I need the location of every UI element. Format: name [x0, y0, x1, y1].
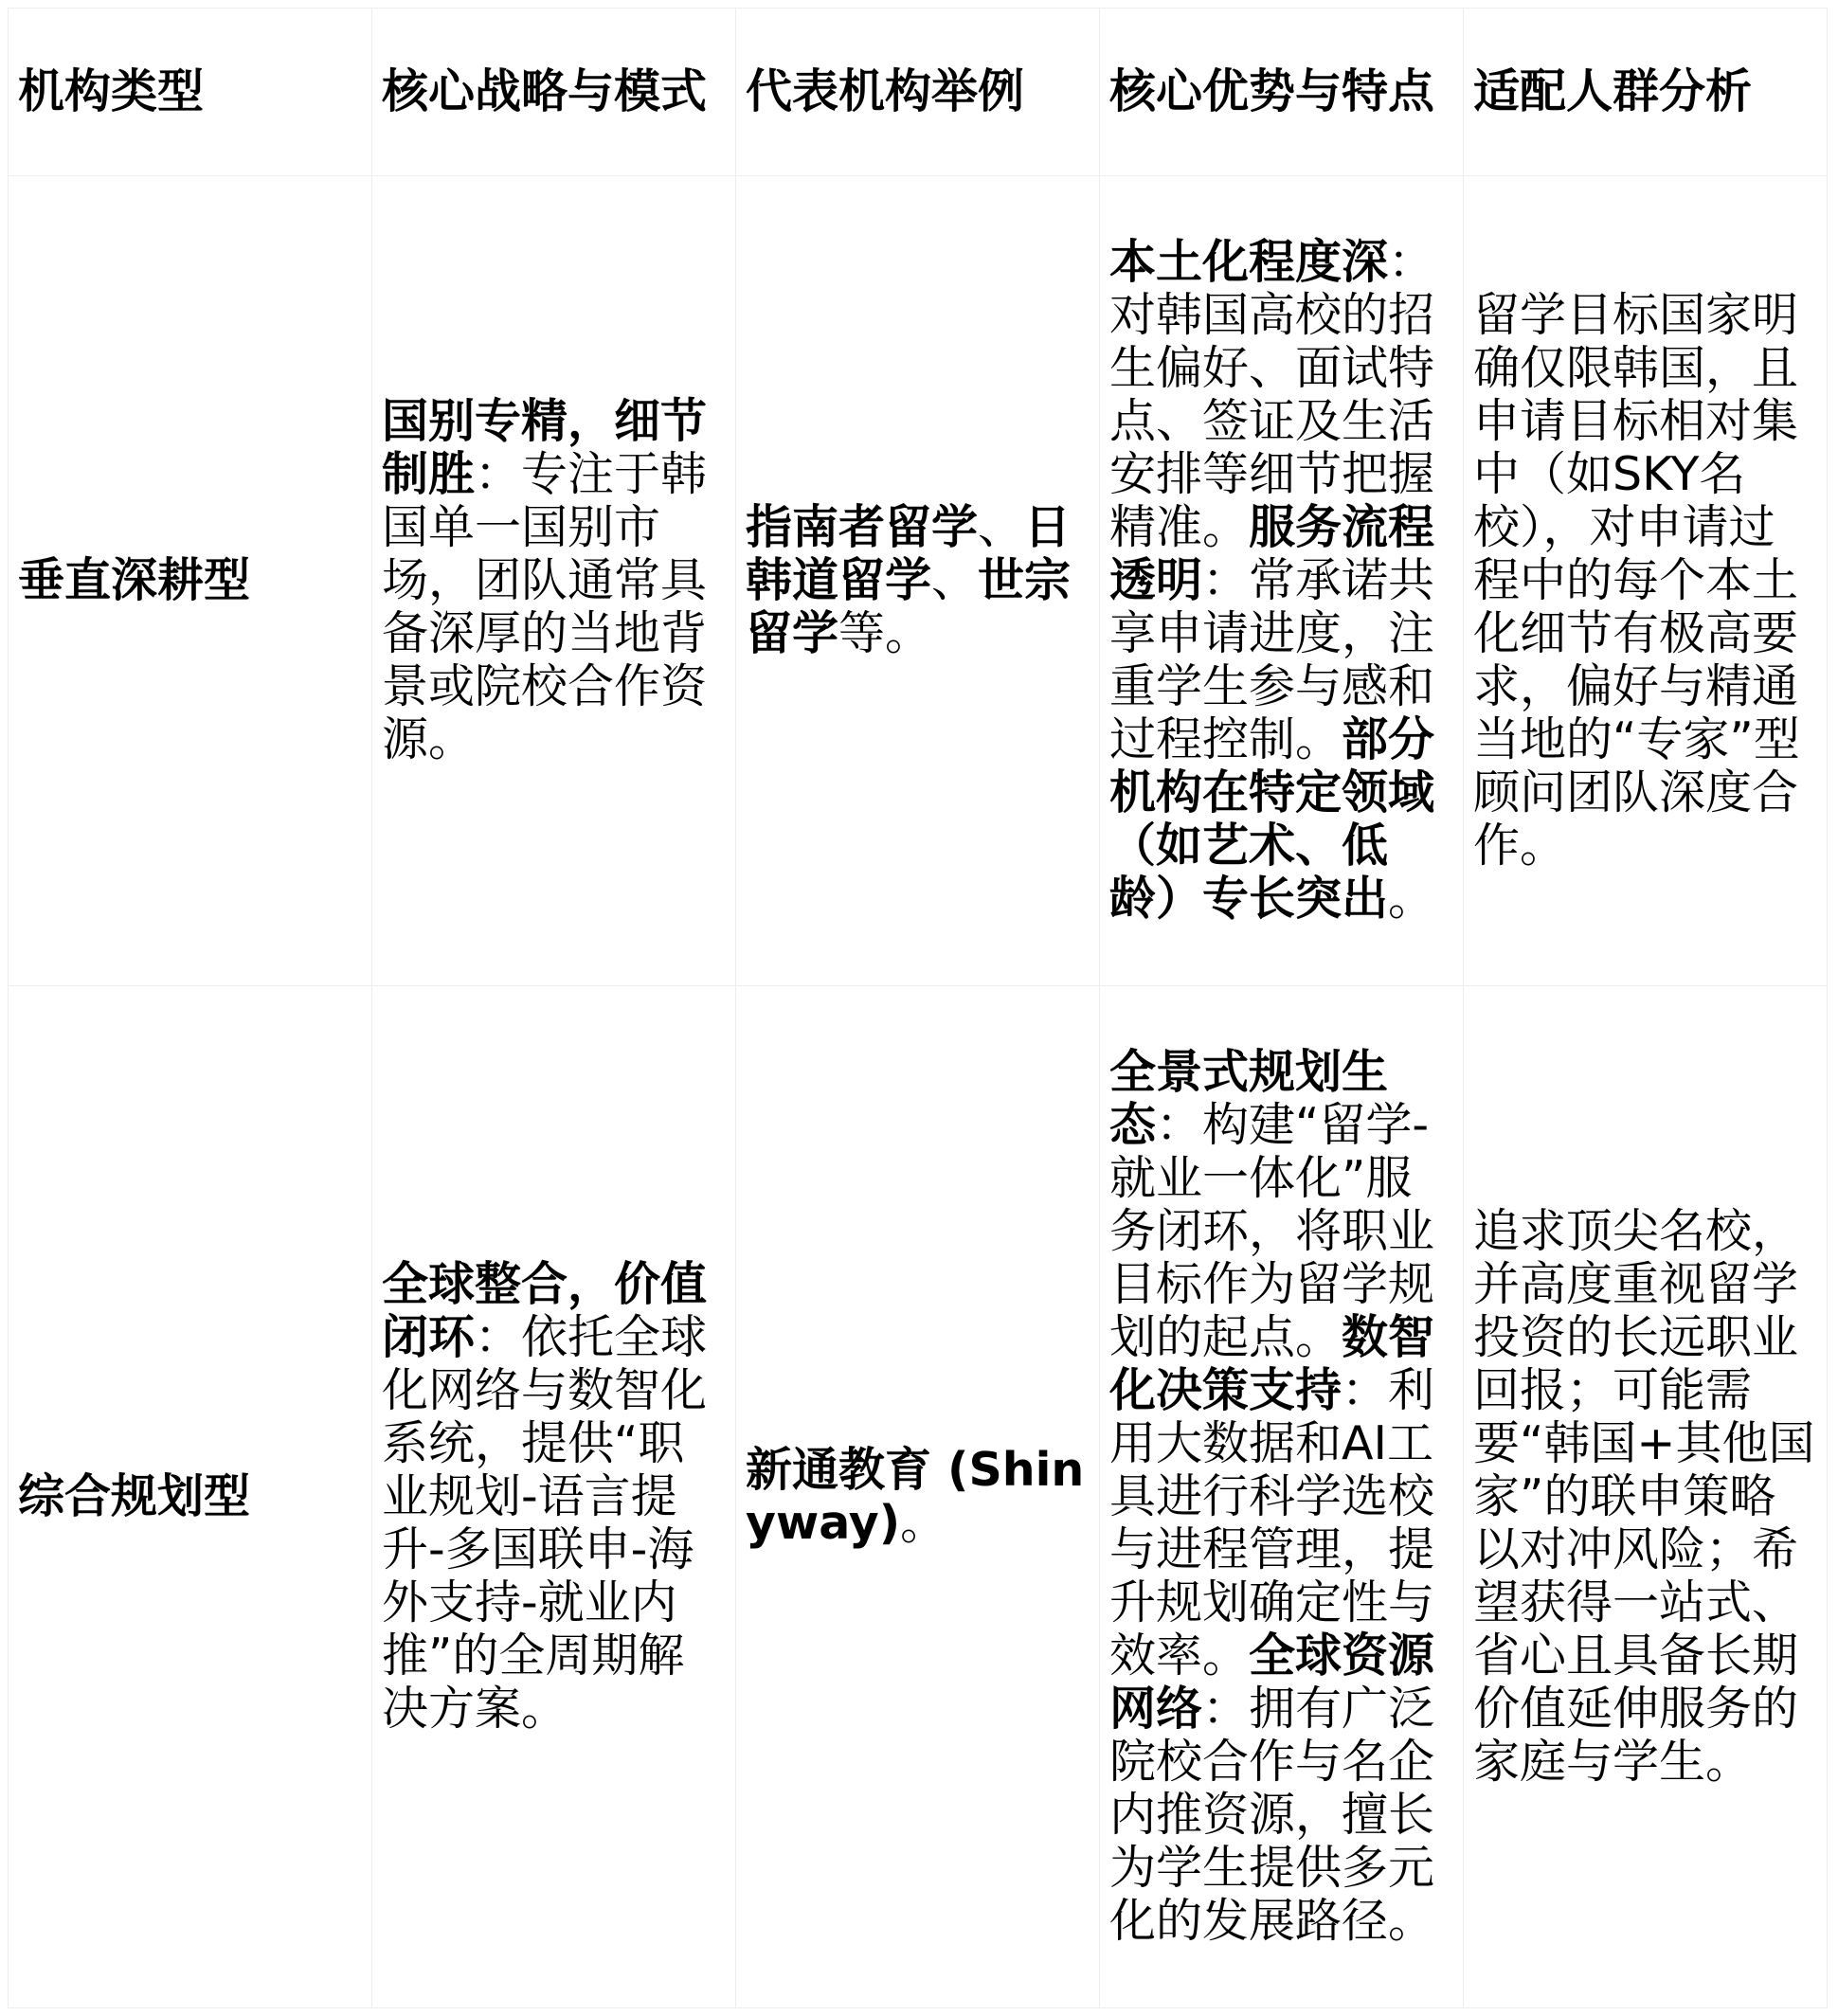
cell-target-audience: 留学目标国家明确仅限韩国，且申请目标相对集中（如SKY名校），对申请过程中的每个本土化细节有极高要求，偏好与精通当地的“专家”型顾问团队深度合作。 — [1464, 176, 1828, 986]
cell-core-advantages — [1100, 986, 1464, 2008]
advantage-text: ：拥有广泛院校合作与名企内推资源，擅长为学生提供多元化的发展路径。 — [1109, 1682, 1435, 1948]
cell-representative-institutions — [736, 176, 1100, 986]
examples-tail: 。 — [900, 1496, 947, 1550]
institution-name: 日韩道留学 — [746, 500, 1072, 607]
advantage-text: 。 — [1388, 872, 1435, 926]
advantage-highlight: 全球资源网络 — [1109, 1629, 1435, 1736]
header-core-strategy: 核心战略与模式 — [372, 9, 736, 176]
examples-tail: 等。 — [838, 606, 932, 660]
strategy-text: ：依托全球化网络与数智化系统，提供“职业规划-语言提升-多国联申-海外支持-就业内推”的全周期解决方案。 — [382, 1310, 708, 1736]
advantage-text: ：构建“留学-就业一体化”服务闭环，将职业目标作为留学规划的起点。 — [1109, 1098, 1435, 1364]
cell-institution-type: 综合规划型 — [9, 986, 372, 2008]
strategy-highlight: 全球整合，价值闭环 — [382, 1257, 708, 1364]
institution-name: 新通教育 (Shinyway) — [746, 1443, 1085, 1550]
cell-target-audience: 追求顶尖名校，并高度重视留学投资的长远职业回报；可能需要“韩国+其他国家”的联申策略以对冲风险；希望获得一站式、省心且具备长期价值延伸服务的家庭与学生。 — [1464, 986, 1828, 2008]
cell-representative-institutions — [736, 986, 1100, 2008]
header-target-audience: 适配人群分析 — [1464, 9, 1828, 176]
institution-comparison-table — [8, 8, 1828, 2008]
separator: 、 — [931, 553, 979, 607]
advantage-highlight: 数智化决策支持 — [1109, 1310, 1435, 1417]
advantage-highlight: 部分机构在特定领域（如艺术、低龄）专长突出 — [1109, 712, 1435, 926]
advantage-text: ：对韩国高校的招生偏好、面试特点、签证及生活安排等细节把握精准。 — [1109, 235, 1435, 554]
strategy-text: ：专注于韩国单一国别市场，团队通常具备深厚的当地背景或院校合作资源。 — [382, 447, 708, 766]
cell-institution-type: 垂直深耕型 — [9, 176, 372, 986]
table-header-row — [9, 9, 1828, 176]
advantage-highlight: 全景式规划生态 — [1109, 1045, 1389, 1152]
institution-name: 世宗留学 — [746, 553, 1072, 660]
advantage-text: ：常承诺共享申请进度，注重学生参与感和过程控制。 — [1109, 553, 1435, 766]
institution-name: 指南者留学 — [746, 500, 979, 554]
cell-core-strategy — [372, 176, 736, 986]
header-core-advantages: 核心优势与特点 — [1100, 9, 1464, 176]
advantage-highlight: 本土化程度深 — [1109, 235, 1389, 289]
table-row — [9, 986, 1828, 2008]
advantage-text: ：利用大数据和AI工具进行科学选校与进程管理，提升规划确定性与效率。 — [1109, 1363, 1435, 1683]
table-row — [9, 176, 1828, 986]
cell-core-strategy — [372, 986, 736, 2008]
cell-core-advantages — [1100, 176, 1464, 986]
strategy-highlight: 国别专精，细节制胜 — [382, 394, 708, 501]
header-representative-institutions: 代表机构举例 — [736, 9, 1100, 176]
separator: 、 — [978, 500, 1025, 554]
page — [8, 8, 1828, 2008]
advantage-highlight: 服务流程透明 — [1109, 500, 1435, 607]
header-institution-type: 机构类型 — [9, 9, 372, 176]
